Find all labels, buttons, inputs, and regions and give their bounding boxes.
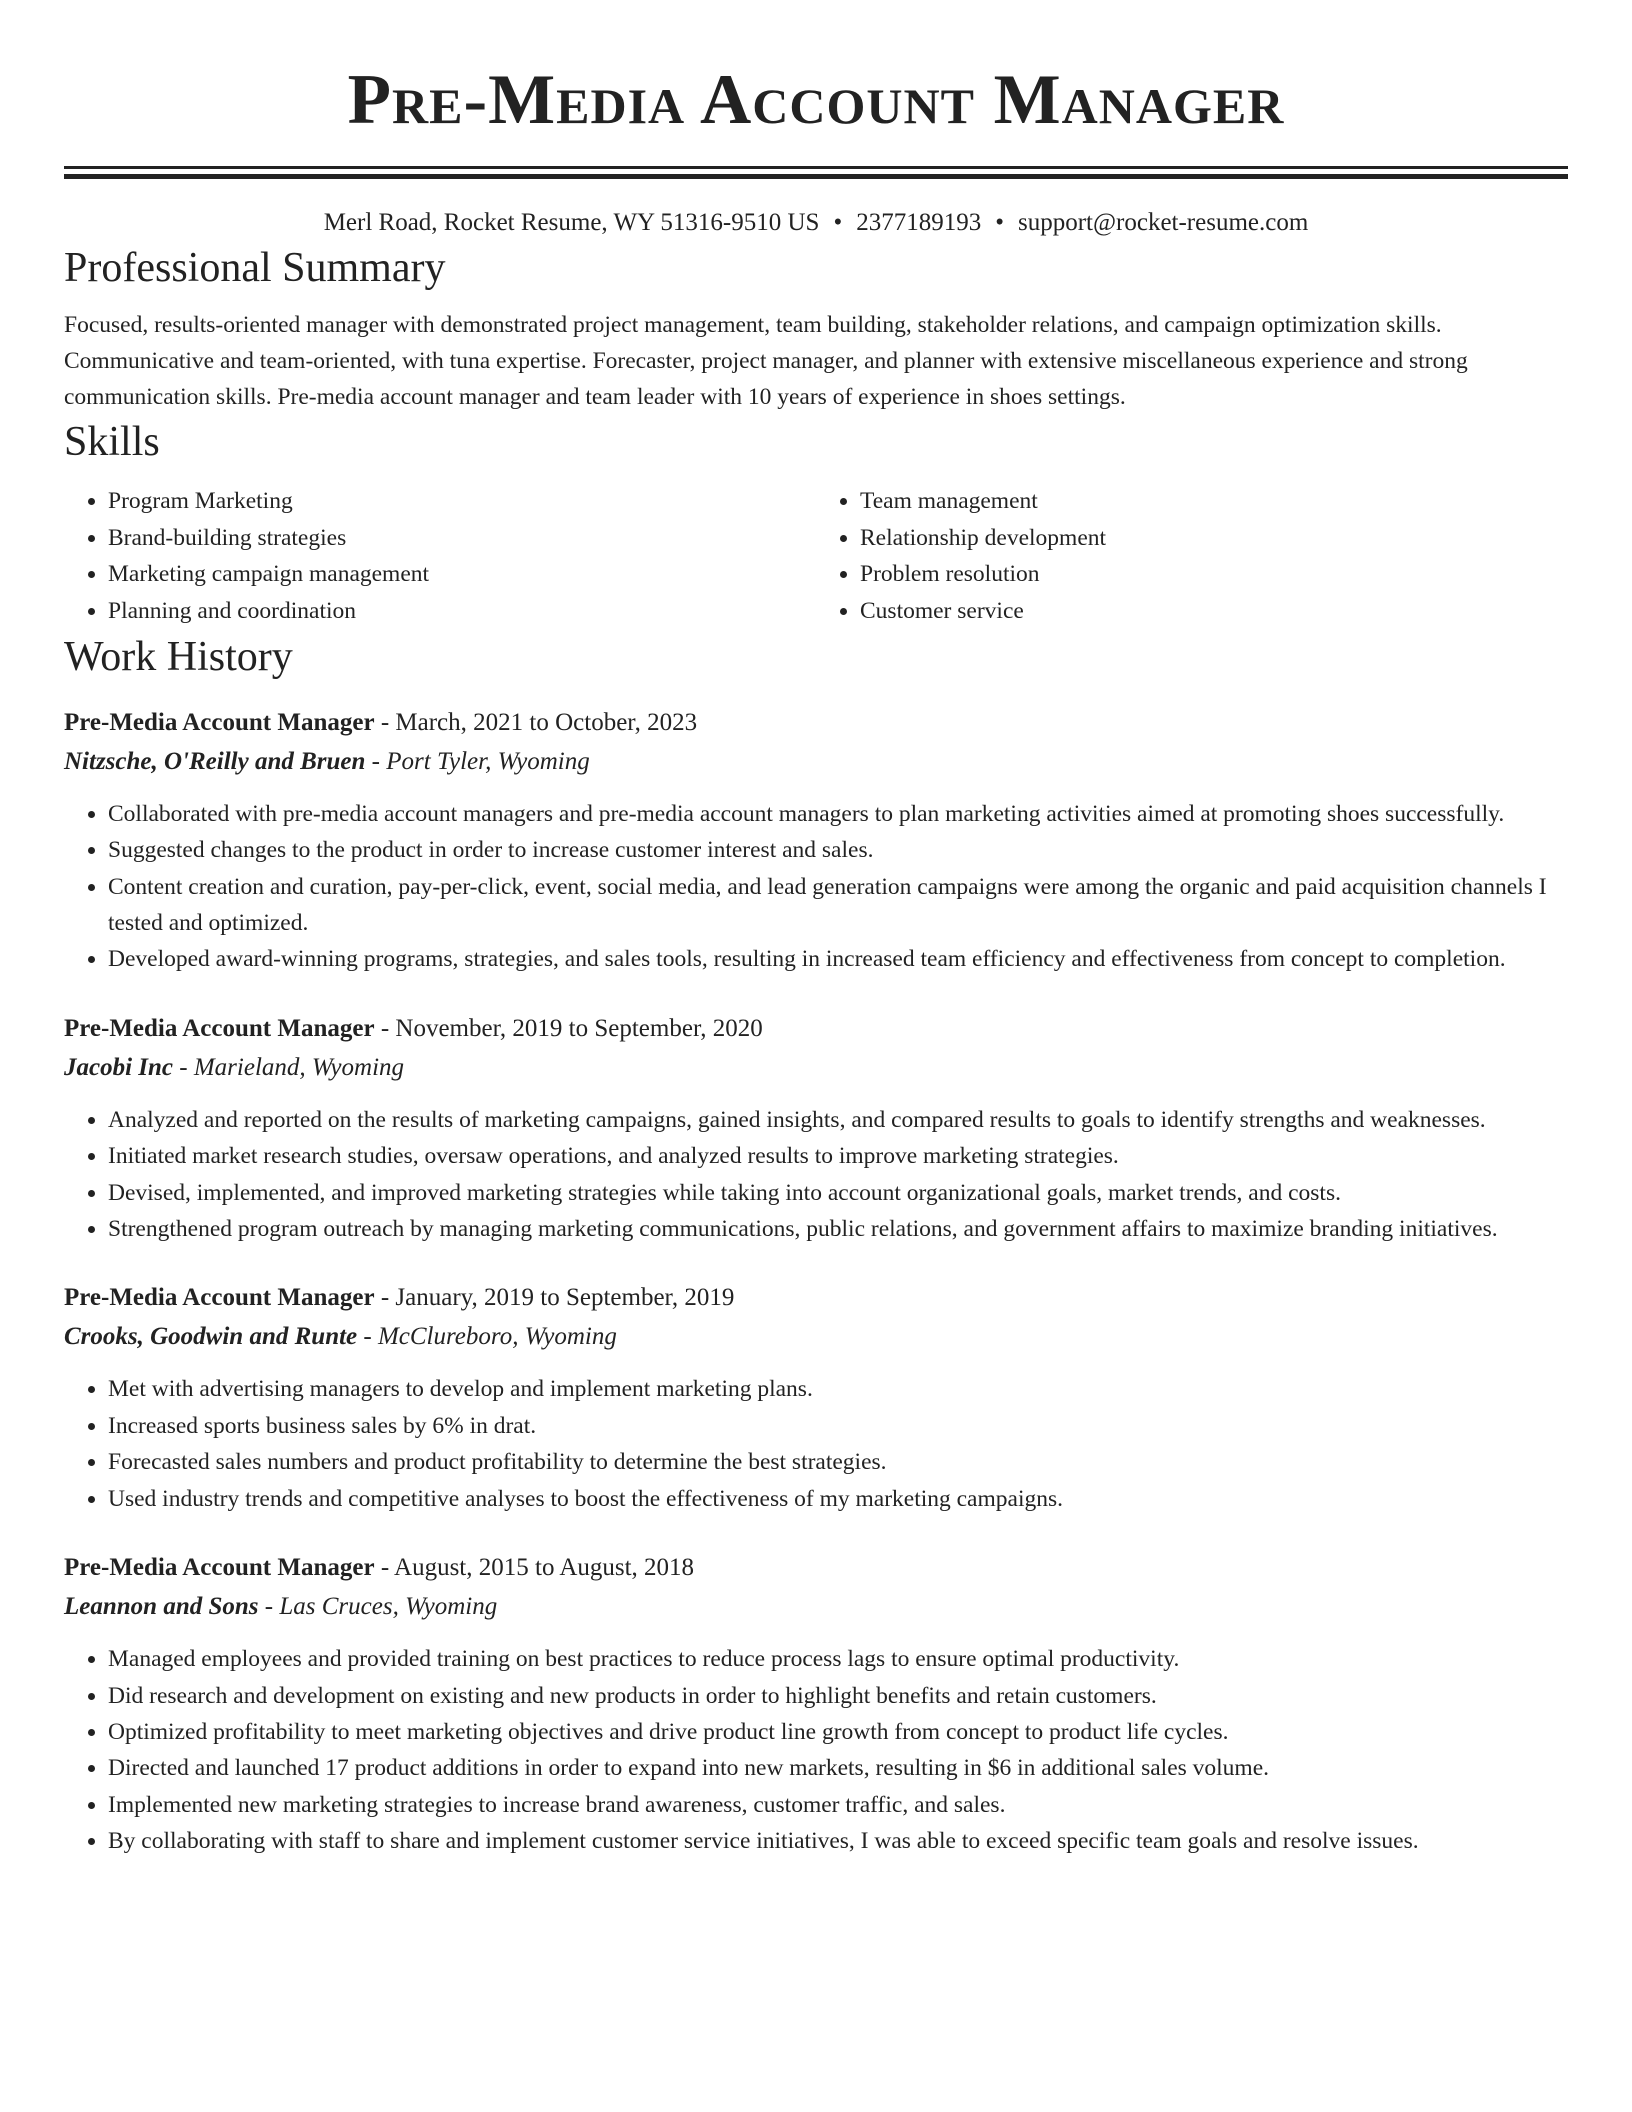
job-bullet: • Collaborated with pre-media account managers and pre-media account managers to plan marketing activities aimed at promoting shoes successfully. <box>108 796 1568 832</box>
job-company: Nitzsche, O'Reilly and Bruen <box>64 747 366 775</box>
job-location: - Marieland, Wyoming <box>173 1053 405 1081</box>
skill-item: • Program Marketing <box>108 483 816 520</box>
job-bullet: • Increased sports business sales by 6% in drat. <box>108 1408 1568 1444</box>
skill-item: • Marketing campaign management <box>108 556 816 593</box>
skills-column-left <box>64 483 816 630</box>
skill-item: • Brand-building strategies <box>108 520 816 557</box>
contact-separator: • <box>995 209 1004 236</box>
job-entry <box>64 1549 1568 1859</box>
job-title-line <box>64 704 1568 742</box>
job-title-line <box>64 1549 1568 1587</box>
contact-line <box>64 205 1568 241</box>
job-location: - McClureboro, Wyoming <box>357 1323 617 1351</box>
job-dates: - January, 2019 to September, 2019 <box>374 1284 735 1312</box>
contact-address: Merl Road, Rocket Resume, WY 51316-9510 US <box>323 209 820 236</box>
job-company-line <box>64 742 1568 782</box>
skills-list <box>64 483 1568 630</box>
contact-email: support@rocket-resume.com <box>1018 209 1309 236</box>
job-title: Pre-Media Account Manager <box>64 1554 375 1582</box>
job-company-line <box>64 1317 1568 1357</box>
job-dates: - November, 2019 to September, 2020 <box>374 1014 763 1042</box>
contact-separator: • <box>833 209 843 236</box>
job-location: - Port Tyler, Wyoming <box>365 747 590 775</box>
job-bullet: • Did research and development on existing and new products in order to highlight benefits and retain customers. <box>108 1678 1568 1714</box>
title-divider <box>64 166 1568 179</box>
job-bullet: • Analyzed and reported on the results of marketing campaigns, gained insights, and compared results to goals to identify strengths and weaknesses. <box>108 1102 1568 1138</box>
skill-item: • Relationship development <box>860 520 1568 557</box>
job-company-line <box>64 1048 1568 1088</box>
skill-item: • Problem resolution <box>860 556 1568 593</box>
skill-item: • Team management <box>860 483 1568 520</box>
skills-heading: Skills <box>64 419 160 465</box>
work-history-heading: Work History <box>64 633 293 680</box>
job-bullet: • Developed award-winning programs, strategies, and sales tools, resulting in increased team efficiency and effectiveness from concept to completion. <box>108 941 1568 977</box>
job-company-line <box>64 1587 1568 1627</box>
job-bullet: • Content creation and curation, pay-per-click, event, social media, and lead generation campaigns were among the organic and paid acquisition channels I tested and optimized. <box>108 869 1568 942</box>
skill-item: • Customer service <box>860 593 1568 630</box>
job-bullets <box>64 1371 1568 1517</box>
job-title-line <box>64 1279 1568 1317</box>
job-bullet: • Used industry trends and competitive analyses to boost the effectiveness of my marketing campaigns. <box>108 1481 1568 1517</box>
job-bullets <box>64 1641 1568 1859</box>
job-bullet: • Met with advertising managers to develop and implement marketing plans. <box>108 1371 1568 1407</box>
job-bullet: • Forecasted sales numbers and product profitability to determine the best strategies. <box>108 1444 1568 1480</box>
skills-column-right <box>816 483 1568 630</box>
job-bullet: • Directed and launched 17 product additions in order to expand into new markets, resulting in $6 in additional sales volume. <box>108 1750 1568 1786</box>
skill-item: • Planning and coordination <box>108 593 816 630</box>
job-bullets <box>64 1102 1568 1248</box>
job-title: Pre-Media Account Manager <box>64 708 375 736</box>
job-bullet: • Implemented new marketing strategies to increase brand awareness, customer traffic, and sales. <box>108 1787 1568 1823</box>
job-bullet: • Suggested changes to the product in order to increase customer interest and sales. <box>108 832 1568 868</box>
job-company: Crooks, Goodwin and Runte <box>64 1323 358 1351</box>
job-title: Pre-Media Account Manager <box>64 1284 375 1312</box>
job-dates: - August, 2015 to August, 2018 <box>374 1554 695 1582</box>
job-entry <box>64 704 1568 978</box>
job-bullet: • By collaborating with staff to share and implement customer service initiatives, I was able to exceed specific team goals and resolve issues. <box>108 1823 1568 1859</box>
job-company: Jacobi Inc <box>64 1053 174 1081</box>
job-bullet: • Strengthened program outreach by managing marketing communications, public relations, and government affairs to maximize branding initiatives. <box>108 1211 1568 1247</box>
job-bullets <box>64 796 1568 978</box>
job-location: - Las Cruces, Wyoming <box>258 1593 498 1621</box>
contact-phone: 2377189193 <box>856 209 982 236</box>
job-bullet: • Devised, implemented, and improved marketing strategies while taking into account organizational goals, market trends, and costs. <box>108 1175 1568 1211</box>
summary-text: Focused, results-oriented manager with demonstrated project management, team building, stakeholder relations, and campaign optimization skills. Communicative and team-oriented, with tuna expertise. Forecaster, project manager, and planner with extensive miscellaneous experience and strong communication skills. Pre-media account manager and team leader with 10 years of experience in shoes settings. <box>64 312 1468 410</box>
job-bullet: • Initiated market research studies, oversaw operations, and analyzed results to improve marketing strategies. <box>108 1138 1568 1174</box>
resume-title: Pre-Media Account Manager <box>347 61 1285 139</box>
job-dates: - March, 2021 to October, 2023 <box>374 708 698 736</box>
job-bullet: • Managed employees and provided training on best practices to reduce process lags to ensure optimal productivity. <box>108 1641 1568 1677</box>
job-entry <box>64 1279 1568 1517</box>
job-company: Leannon and Sons <box>64 1593 259 1621</box>
divider-thick-line <box>64 174 1568 179</box>
job-bullet: • Optimized profitability to meet marketing objectives and drive product line growth from concept to product life cycles. <box>108 1714 1568 1750</box>
summary-heading: Professional Summary <box>64 245 446 291</box>
job-title-line <box>64 1010 1568 1048</box>
divider-thin-line <box>64 166 1568 169</box>
job-entry <box>64 1010 1568 1248</box>
job-title: Pre-Media Account Manager <box>64 1014 375 1042</box>
